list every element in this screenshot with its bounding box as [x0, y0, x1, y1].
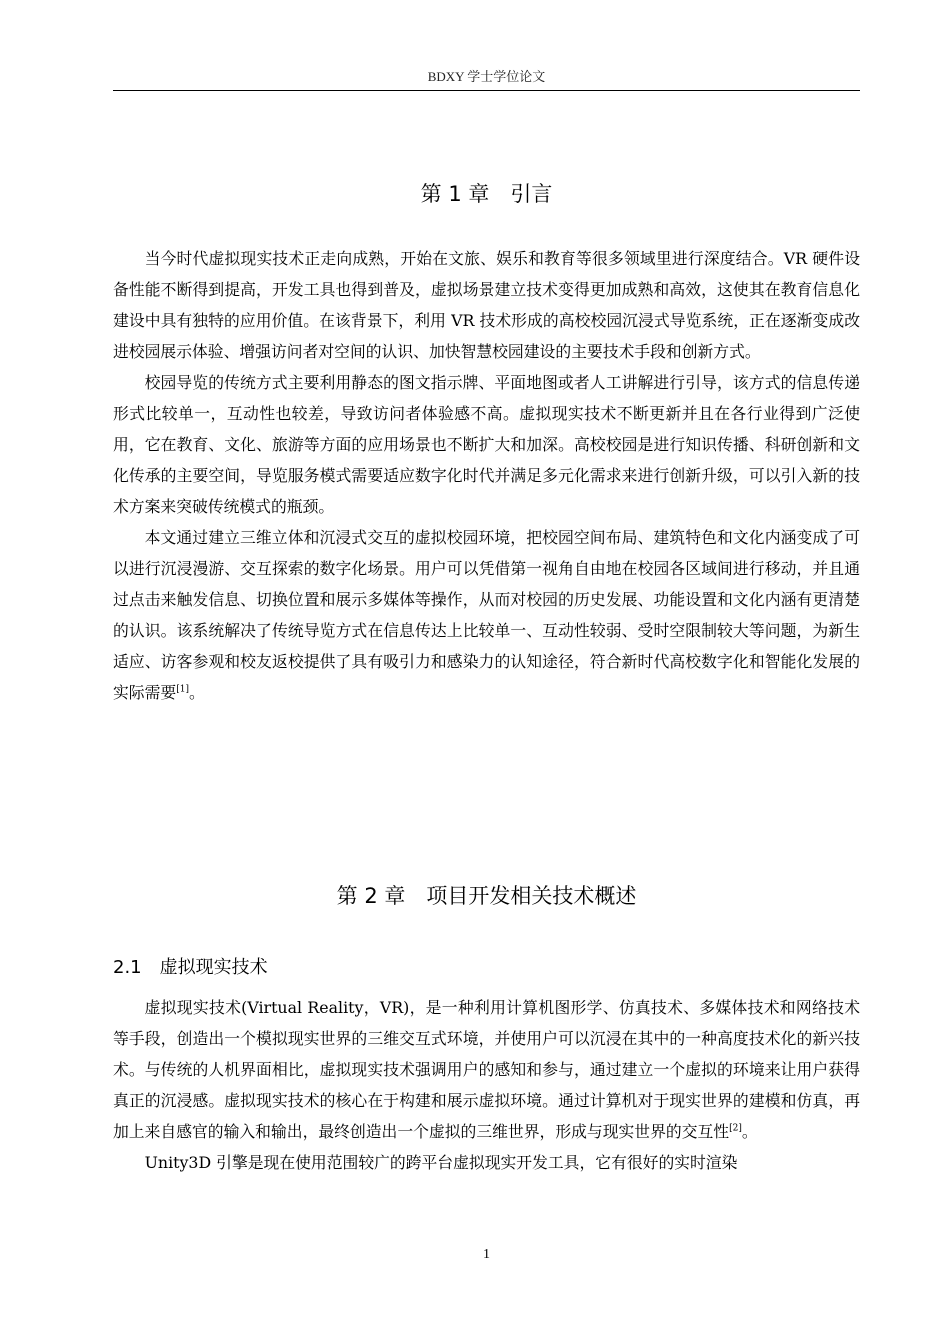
citation-ref: [2]: [729, 1123, 742, 1134]
paragraph: 校园导览的传统方式主要利用静态的图文指示牌、平面地图或者人工讲解进行引导，该方式的信息传递形式比较单一，互动性也较差，导致访问者体验感不高。虚拟现实技术不断更新并且在各行业得到广泛使用，它在教育、文化、旅游等方面的应用场景也不断扩大和加深。高校校园是进行知识传播、科研创新和文化传承的主要空间，导览服务模式需要适应数字化时代并满足多元化需求来进行创新升级，可以引入新的技术方案来突破传统模式的瓶颈。: [113, 373, 860, 516]
running-header: [113, 68, 860, 91]
paragraph: 当今时代虚拟现实技术正走向成熟，开始在文旅、娱乐和教育等很多领域里进行深度结合。VR 硬件设备性能不断得到提高，开发工具也得到普及，虚拟场景建立技术变得更加成熟和高效，这使其在教育信息化建设中具有独特的应用价值。在该背景下，利用 VR 技术形成的高校校园沉浸式导览系统，正在逐渐变成改进校园展示体验、增强访问者对空间的认识、加快智慧校园建设的主要技术手段和创新方式。: [113, 249, 860, 361]
paragraph: Unity3D 引擎是现在使用范围较广的跨平台虚拟现实开发工具，它有很好的实时渲染: [144, 1153, 738, 1172]
paragraph: 本文通过建立三维立体和沉浸式交互的虚拟校园环境，把校园空间布局、建筑特色和文化内涵变成了可以进行沉浸漫游、交互探索的数字化场景。用户可以凭借第一视角自由地在校园各区域间进行移动，并且通过点击来触发信息、切换位置和展示多媒体等操作，从而对校园的历史发展、功能设置和文化内涵有更清楚的认识。该系统解决了传统导览方式在信息传达上比较单一、互动性较弱、受时空限制较大等问题，为新生适应、访客参观和校友返校提供了具有吸引力和感染力的认知途径，符合新时代高校数字化和智能化发展的实际需要[1]。: [113, 528, 860, 702]
section-2-1-title: 2.1 虚拟现实技术: [113, 957, 268, 978]
running-header-text: BDXY 学士学位论文: [427, 69, 546, 84]
chapter-1-title: 第 1 章 引言: [420, 182, 553, 206]
chapter-2-title: 第 2 章 项目开发相关技术概述: [336, 884, 637, 908]
citation-ref: [1]: [176, 684, 189, 695]
page-number: 1: [483, 1247, 490, 1262]
section-2-1-body: [113, 992, 860, 1178]
paragraph: 虚拟现实技术(Virtual Reality，VR)，是一种利用计算机图形学、仿真技术、多媒体技术和网络技术等手段，创造出一个模拟现实世界的三维交互式环境，并使用户可以沉浸在其中的一种高度技术化的新兴技术。与传统的人机界面相比，虚拟现实技术强调用户的感知和参与，通过建立一个虚拟的环境来让用户获得真正的沉浸感。虚拟现实技术的核心在于构建和展示虚拟环境。通过计算机对于现实世界的建模和仿真，再加上来自感官的输入和输出，最终创造出一个虚拟的三维世界，形成与现实世界的交互性[2]。: [113, 998, 860, 1141]
chapter-1-body: [113, 243, 860, 708]
